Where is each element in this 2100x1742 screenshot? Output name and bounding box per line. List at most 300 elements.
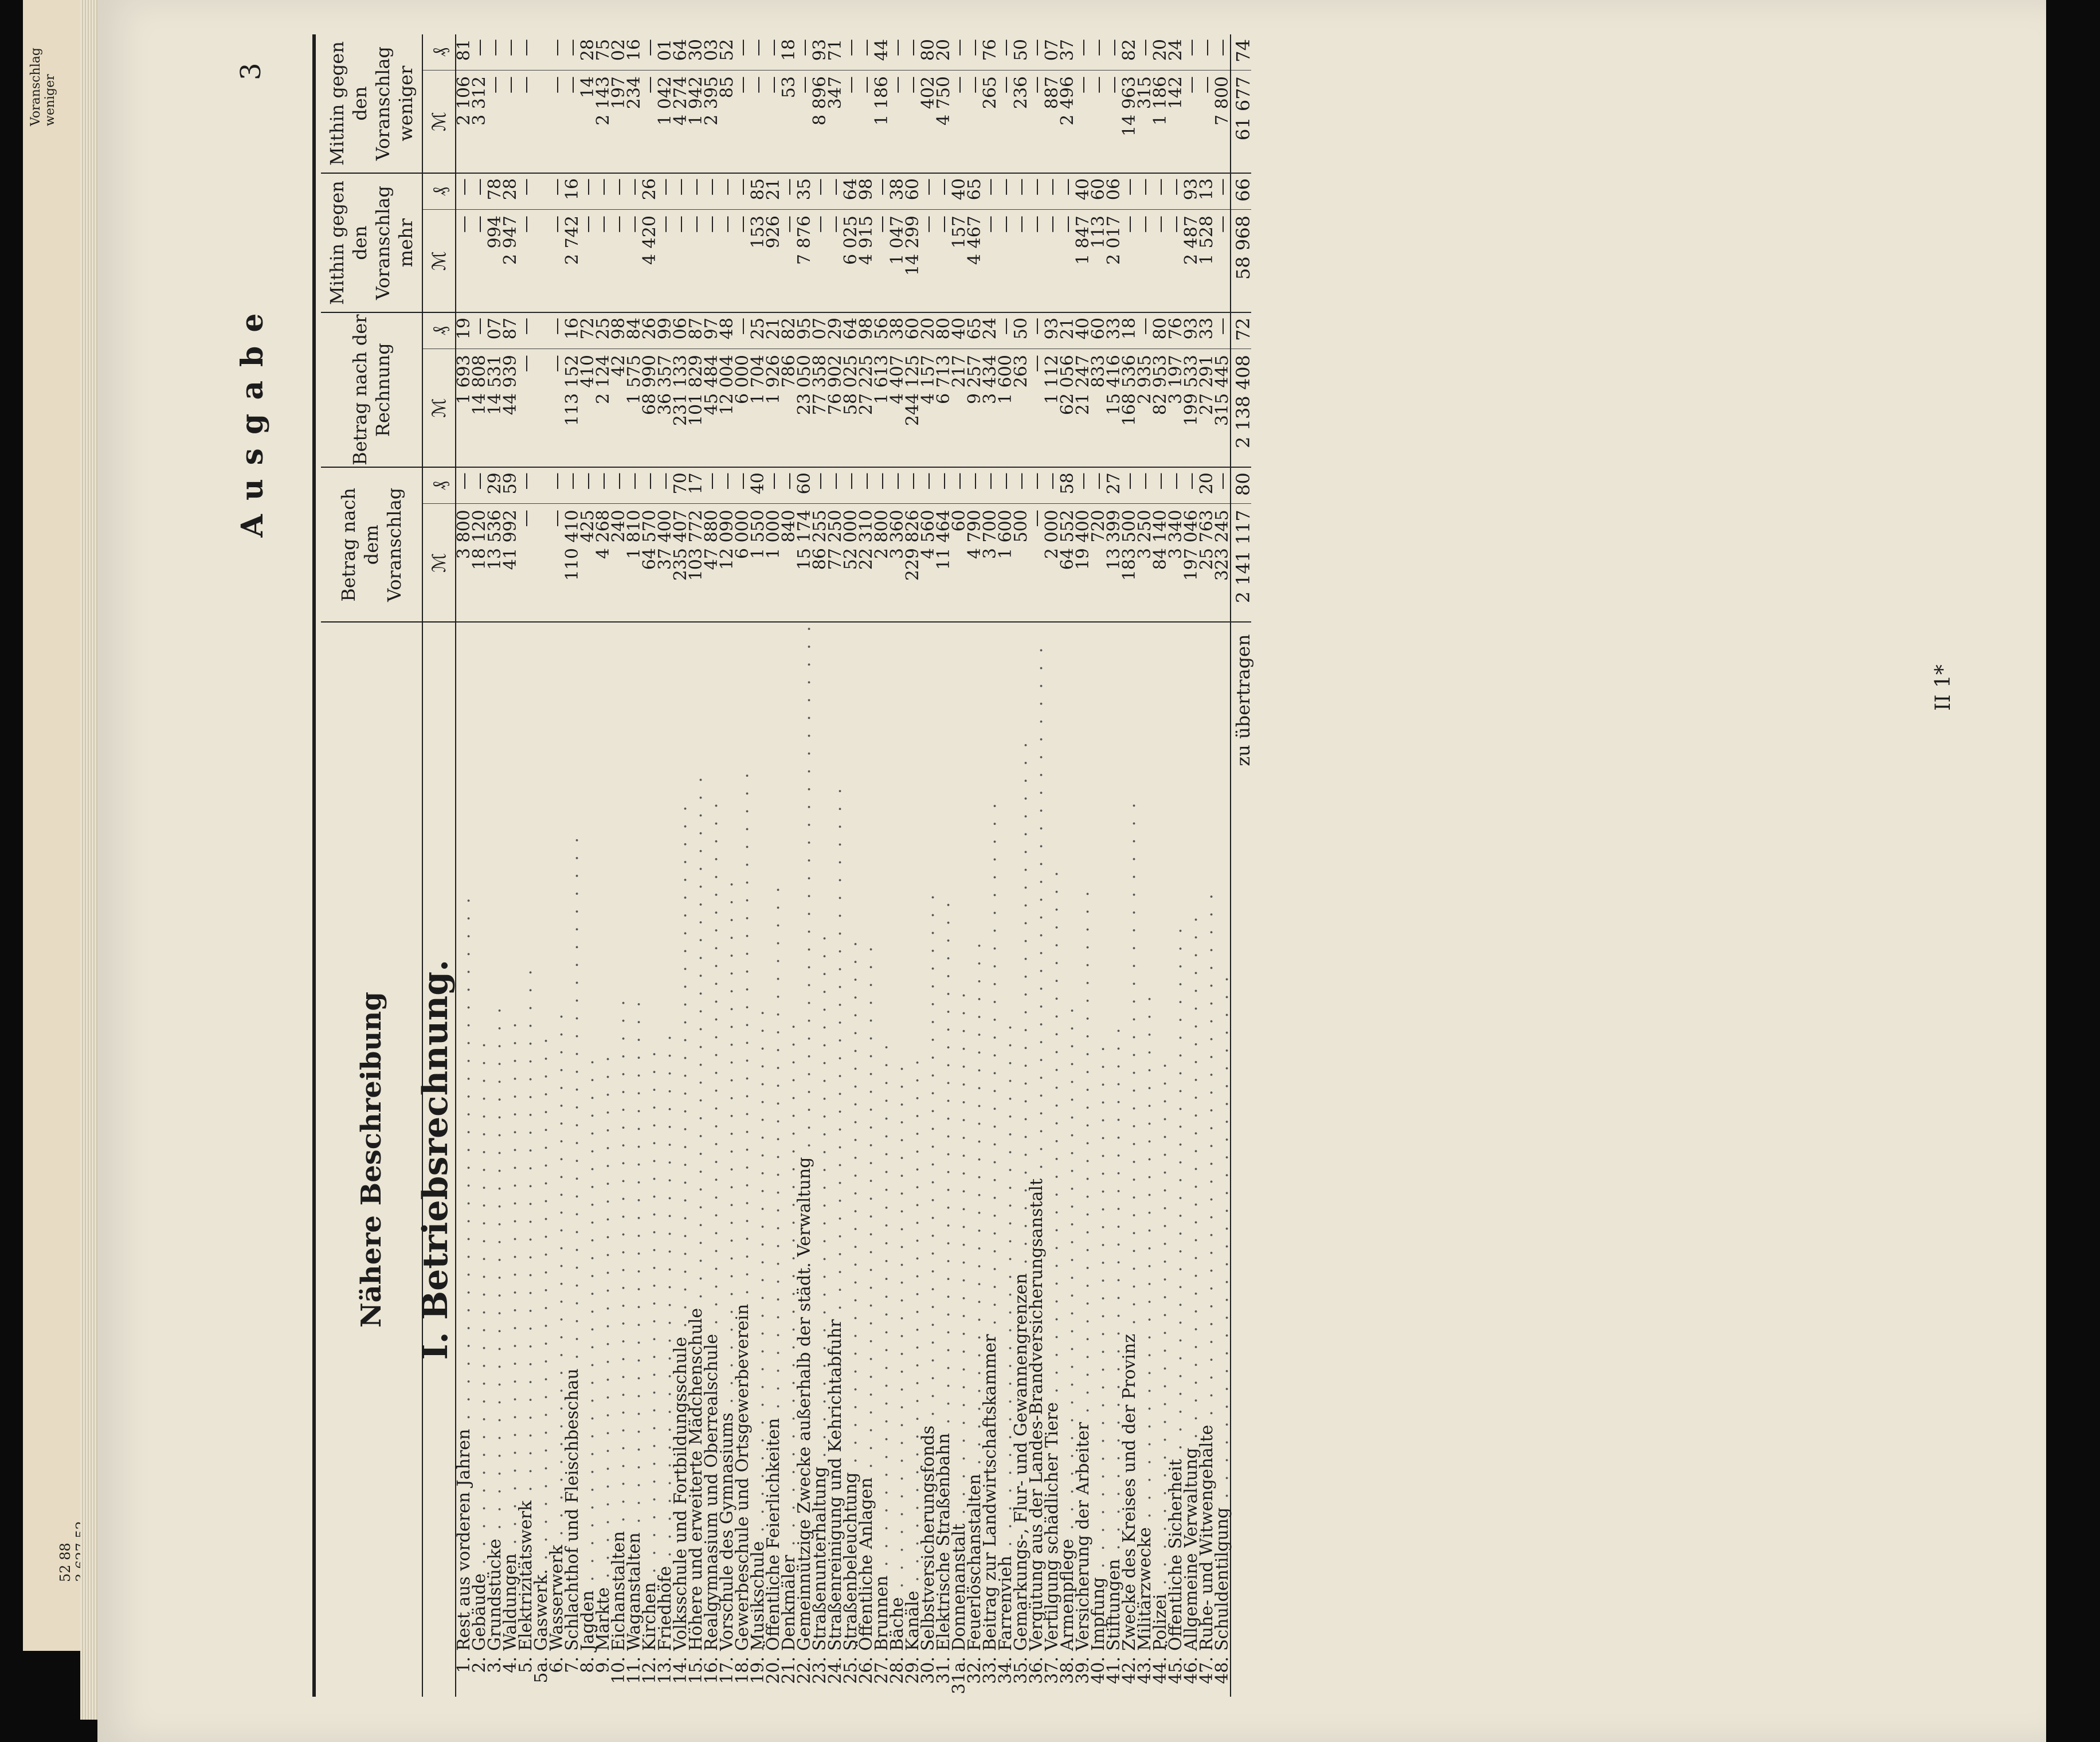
row-index: 38. — [1057, 1657, 1078, 1684]
row-rechnung-pf: 16 — [565, 312, 580, 349]
leader-dots: . . . . . . . . . . . . . . . . . . . . . . . . . . . . . . — [454, 894, 474, 1429]
row-voranschlag-pf: — — [735, 467, 750, 504]
row-rechnung-pf: 80 — [1153, 312, 1168, 349]
row-voranschlag-pf: — — [1214, 467, 1231, 504]
row-rechnung-pf: 80 — [936, 312, 951, 349]
row-weniger-pf: — — [905, 34, 920, 71]
row-voranschlag-mark: — — [549, 504, 565, 623]
leader-dots: . . . . . . . . . . . . . . . . . . . . . . . . . . . . . . — [763, 883, 783, 1418]
row-index: 47. — [1197, 1657, 1217, 1684]
row-description-text: Brunnen — [872, 1575, 892, 1651]
row-description-text: Waganstalten — [624, 1532, 644, 1651]
row-index: 34. — [996, 1657, 1016, 1684]
leader-dots: . . . . . . . . . . . . . . . . . . . . . . . . . . . . . . — [500, 1019, 520, 1554]
row-index: 5. — [516, 1657, 536, 1673]
row-voranschlag-pf: — — [905, 467, 920, 504]
row-mehr-pf: 60 — [905, 173, 920, 210]
row-rechnung-pf: 93 — [1044, 312, 1060, 349]
leader-dots: . . . . . . . . . . . . . . . . . . . . . . . . . . . . . . — [934, 898, 954, 1434]
row-voranschlag-mark: 11 464 — [936, 504, 951, 623]
row-rechnung-mark: 263 — [1013, 349, 1029, 468]
row-index: 36. — [1027, 1657, 1047, 1684]
col-mehr-header: Mithin gegen den Voranschlag mehr — [321, 173, 422, 312]
row-mehr-mark: — — [657, 210, 673, 313]
row-index: 37. — [1042, 1657, 1062, 1684]
row-voranschlag-pf: — — [1137, 467, 1153, 504]
row-voranschlag-mark: 47 880 — [704, 504, 719, 623]
row-rechnung-pf: 07 — [487, 312, 503, 349]
row-rechnung-pf: — — [1137, 312, 1153, 349]
total-row — [1231, 34, 1251, 1697]
leader-dots: . . . . . . . . . . . . . . . . . . . . . . . . . . . . . . — [1197, 890, 1217, 1425]
row-rechnung-pf: 50 — [1013, 312, 1029, 349]
row-voranschlag-mark: 3 340 — [1168, 504, 1184, 623]
row-rechnung-mark: 244 125 — [905, 349, 920, 468]
row-voranschlag-mark: 2 800 — [874, 504, 890, 623]
row-mehr-mark: 4 420 — [642, 210, 657, 313]
row-weniger-mark: 234 — [626, 71, 642, 174]
row-index: 43. — [1135, 1657, 1155, 1684]
row-weniger-mark: — — [1075, 71, 1091, 174]
row-weniger-pf: — — [565, 34, 580, 71]
row-weniger-mark: 1 186 — [1153, 71, 1168, 174]
table-row — [1214, 34, 1231, 1697]
row-voranschlag-mark: 500 — [1013, 504, 1029, 623]
row-mehr-pf: — — [874, 173, 890, 210]
row-rechnung-pf: 18 — [1122, 312, 1137, 349]
row-voranschlag-mark: 1 550 — [750, 504, 766, 623]
row-voranschlag-pf: — — [967, 467, 982, 504]
row-rechnung-pf: 64 — [843, 312, 859, 349]
row-description-text: Waldungen — [500, 1553, 520, 1651]
row-voranschlag-mark: — — [1029, 504, 1044, 623]
row-mehr-pf: — — [657, 173, 673, 210]
row-voranschlag-mark: 1 000 — [766, 504, 781, 623]
row-voranschlag-mark: 103 772 — [688, 504, 704, 623]
row-weniger-mark: — — [998, 71, 1013, 174]
row-mehr-pf: 06 — [1106, 173, 1122, 210]
row-weniger-mark: — — [859, 71, 874, 174]
row-rechnung-mark: 21 247 — [1075, 349, 1091, 468]
row-rechnung-pf: 19 — [456, 312, 472, 349]
row-weniger-pf: 03 — [704, 34, 719, 71]
page-number: 3 — [235, 62, 267, 80]
row-rechnung-pf: — — [735, 312, 750, 349]
row-weniger-pf: 02 — [611, 34, 626, 71]
row-rechnung-mark: 6 000 — [735, 349, 750, 468]
row-weniger-mark: 236 — [1013, 71, 1029, 174]
row-mehr-pf: — — [472, 173, 487, 210]
row-mehr-pf: 35 — [797, 173, 812, 210]
row-rechnung-pf: 99 — [657, 312, 673, 349]
unit-mark: ℳ — [422, 71, 456, 174]
row-mehr-pf: — — [456, 173, 472, 210]
row-description-text: Stiftungen — [1104, 1559, 1124, 1651]
row-voranschlag-mark: 840 — [781, 504, 797, 623]
row-mehr-mark: — — [920, 210, 936, 313]
row-index: 2. — [469, 1657, 489, 1673]
row-index: 44. — [1150, 1657, 1170, 1684]
row-mehr-mark: — — [611, 210, 626, 313]
row-weniger-pf: 64 — [673, 34, 688, 71]
row-mehr-mark: — — [719, 210, 735, 313]
row-description-text: Rest aus vorderen Jahren — [454, 1428, 474, 1651]
leader-dots: . . . . . . . . . . . . . . . . . . . . . . . . . . . . . . — [578, 1056, 598, 1591]
row-rechnung-mark: 2 935 — [1137, 349, 1153, 468]
row-mehr-pf: — — [611, 173, 626, 210]
row-weniger-pf: — — [1199, 34, 1214, 71]
row-description-text: Beitrag zur Landwirtschaftskammer — [980, 1334, 1000, 1651]
row-voranschlag-mark: 19 400 — [1075, 504, 1091, 623]
row-rechnung-mark: 101 829 — [688, 349, 704, 468]
row-voranschlag-mark: 25 763 — [1199, 504, 1214, 623]
row-rechnung-mark: 27 225 — [859, 349, 874, 468]
row-description-text: Eichanstalten — [609, 1531, 629, 1651]
row-weniger-pf: — — [549, 34, 565, 71]
row-weniger-mark: 3 312 — [472, 71, 487, 174]
row-rechnung-pf: 72 — [580, 312, 595, 349]
row-weniger-mark: — — [766, 71, 781, 174]
row-description-text: Donnenanstalt — [949, 1523, 969, 1651]
row-rechnung-mark: 14 531 — [487, 349, 503, 468]
row-voranschlag-mark: 229 826 — [905, 504, 920, 623]
leader-dots: . . . . . . . . . . . . . . . . . . . . . . . . . . . . . . — [547, 1010, 567, 1545]
row-voranschlag-mark: 2 000 — [1044, 504, 1060, 623]
row-voranschlag-pf: — — [781, 467, 797, 504]
row-mehr-mark: 2 017 — [1106, 210, 1122, 313]
row-weniger-mark: 2 395 — [704, 71, 719, 174]
leader-dots: . . . . . . . . . . . . . . . . . . . . . . . . . . . . . . — [1011, 739, 1031, 1274]
row-rechnung-mark: 62 056 — [1060, 349, 1075, 468]
leader-dots: . . . . . . . . . . . . . . . . . . . . . . . . . . . . . . — [1042, 867, 1062, 1403]
row-weniger-pf: — — [750, 34, 766, 71]
unit-mark: ℳ — [422, 349, 456, 468]
row-mehr-pf: — — [704, 173, 719, 210]
row-rechnung-mark: 410 — [580, 349, 595, 468]
row-rechnung-mark: — — [549, 349, 565, 468]
row-rechnung-pf: 56 — [874, 312, 890, 349]
row-weniger-pf: 71 — [828, 34, 843, 71]
row-voranschlag-pf: — — [920, 467, 936, 504]
row-rechnung-pf: 07 — [812, 312, 828, 349]
row-index: 9. — [593, 1657, 613, 1673]
row-index: 24. — [825, 1657, 845, 1684]
row-rechnung-pf: 48 — [719, 312, 735, 349]
row-weniger-mark: 14 — [580, 71, 595, 174]
row-voranschlag-mark: 22 310 — [859, 504, 874, 623]
row-rechnung-mark: 82 953 — [1153, 349, 1168, 468]
row-mehr-mark: 113 — [1091, 210, 1106, 313]
leader-dots: . . . . . . . . . . . . . . . . . . . . . . . . . . . . . . — [640, 1048, 660, 1583]
row-index: 39. — [1073, 1657, 1093, 1684]
row-voranschlag-pf: — — [611, 467, 626, 504]
row-weniger-pf: — — [735, 34, 750, 71]
row-weniger-mark: 347 — [828, 71, 843, 174]
section-title-row — [416, 622, 456, 1697]
row-rechnung-mark: 1 575 — [626, 349, 642, 468]
row-rechnung-mark: 1 704 — [750, 349, 766, 468]
row-mehr-mark: — — [1060, 210, 1075, 313]
row-voranschlag-pf: 20 — [1199, 467, 1214, 504]
row-weniger-pf: 18 — [781, 34, 797, 71]
total-rechnung-mark: 2 138 408 — [1231, 349, 1251, 468]
row-voranschlag-pf: 60 — [797, 467, 812, 504]
row-weniger-mark: 315 — [1137, 71, 1153, 174]
row-mehr-pf: — — [1153, 173, 1168, 210]
row-mehr-mark: 926 — [766, 210, 781, 313]
row-rechnung-pf: 60 — [905, 312, 920, 349]
row-voranschlag-mark: 3 360 — [890, 504, 905, 623]
row-voranschlag-pf: — — [595, 467, 611, 504]
row-description-text: Vergütung aus der Landes-Brandversicherungsanstalt — [1027, 1178, 1047, 1651]
row-mehr-pf: 98 — [859, 173, 874, 210]
row-description-text: Öffentliche Sicherheit — [1166, 1459, 1186, 1651]
row-weniger-mark: 2 106 — [456, 71, 472, 174]
row-weniger-mark: 14 963 — [1122, 71, 1137, 174]
leader-dots: . . . . . . . . . . . . . . . . . . . . . . . . . . . . . . — [779, 1020, 799, 1555]
row-rechnung-mark: 4 157 — [920, 349, 936, 468]
row-description-text: Militärzwecke — [1135, 1527, 1155, 1651]
row-rechnung-mark: 2 124 — [595, 349, 611, 468]
row-mehr-mark: — — [1044, 210, 1060, 313]
row-mehr-pf: — — [828, 173, 843, 210]
row-weniger-pf: 28 — [580, 34, 595, 71]
row-weniger-mark: — — [905, 71, 920, 174]
section-title: I. Betriebsrechnung. — [416, 959, 456, 1360]
book-page — [97, 0, 2046, 1742]
row-voranschlag-pf: — — [456, 467, 472, 504]
row-description-text: Wasserwerk — [547, 1545, 567, 1651]
row-weniger-mark: — — [1199, 71, 1214, 174]
row-mehr-mark: — — [518, 210, 534, 313]
row-mehr-mark: 7 876 — [797, 210, 812, 313]
row-mehr-mark: — — [456, 210, 472, 313]
total-index — [1231, 1651, 1251, 1697]
leader-dots: . . . . . . . . . . . . . . . . . . . . . . . . . . . . . . — [825, 785, 845, 1320]
row-weniger-pf: 50 — [1013, 34, 1029, 71]
total-weniger-mark: 61 677 — [1231, 71, 1251, 174]
row-index: 10. — [609, 1657, 629, 1684]
row-description-text: Feuerlöschanstalten — [965, 1474, 985, 1651]
row-rechnung-mark: 4 407 — [890, 349, 905, 468]
leader-dots: . . . . . . . . . . . . . . . . . . . . . . . . . . . . . . — [1212, 973, 1232, 1508]
row-mehr-pf: — — [920, 173, 936, 210]
row-voranschlag-pf: — — [642, 467, 657, 504]
row-mehr-pf: — — [998, 173, 1013, 210]
row-mehr-pf: 21 — [766, 173, 781, 210]
row-weniger-mark: — — [487, 71, 503, 174]
row-mehr-mark: 153 — [750, 210, 766, 313]
row-weniger-mark: — — [750, 71, 766, 174]
row-voranschlag-pf: — — [843, 467, 859, 504]
row-weniger-mark: — — [1106, 71, 1122, 174]
row-weniger-pf: — — [890, 34, 905, 71]
row-description-text: Jagden — [578, 1590, 598, 1651]
row-voranschlag-mark: 3 250 — [1137, 504, 1153, 623]
leader-dots: . . . . . . . . . . . . . . . . . . . . . . . . . . . . . . — [1073, 887, 1093, 1422]
row-mehr-pf: — — [982, 173, 998, 210]
row-index: 15. — [686, 1657, 706, 1684]
row-weniger-mark: — — [797, 71, 812, 174]
row-description-text: Vorschule des Gymnasiums — [717, 1412, 737, 1651]
row-description-text: Versicherung der Arbeiter — [1073, 1422, 1093, 1651]
row-rechnung-mark: — — [1029, 349, 1044, 468]
leader-dots: . . . . . . . . . . . . . . . . . . . . . . . . . . . . . . — [810, 932, 830, 1467]
ledger-table — [321, 34, 1254, 1697]
row-mehr-mark: — — [1029, 210, 1044, 313]
row-rechnung-pf: 97 — [704, 312, 719, 349]
row-rechnung-pf: 25 — [595, 312, 611, 349]
row-mehr-mark: 4 915 — [859, 210, 874, 313]
row-weniger-pf: — — [967, 34, 982, 71]
row-weniger-mark: — — [951, 71, 967, 174]
row-rechnung-mark: 1 600 — [998, 349, 1013, 468]
row-mehr-mark: — — [1168, 210, 1184, 313]
prev-page-value: 52 88 — [57, 1543, 73, 1582]
unit-pf: ₰ — [422, 173, 456, 210]
row-rechnung-mark: 45 484 — [704, 349, 719, 468]
prev-header-weniger: weniger — [43, 74, 57, 126]
row-rechnung-mark: 168 536 — [1122, 349, 1137, 468]
row-voranschlag-mark: 52 000 — [843, 504, 859, 623]
row-weniger-pf: 76 — [982, 34, 998, 71]
row-voranschlag-mark: 197 046 — [1184, 504, 1199, 623]
row-mehr-mark: 6 025 — [843, 210, 859, 313]
row-voranschlag-mark: 720 — [1091, 504, 1106, 623]
row-index: 31a. — [949, 1657, 969, 1694]
row-index: 41. — [1104, 1657, 1124, 1684]
row-rechnung-mark: 68 990 — [642, 349, 657, 468]
row-voranschlag-mark: 3 800 — [456, 504, 472, 623]
row-weniger-mark: — — [735, 71, 750, 174]
row-description-text: Elektrische Straßenbahn — [934, 1433, 954, 1651]
row-weniger-pf: — — [642, 34, 657, 71]
row-voranschlag-mark: 323 245 — [1214, 504, 1231, 623]
row-description-text: Höhere und erweiterte Mädchenschule — [686, 1308, 706, 1651]
row-mehr-pf: — — [626, 173, 642, 210]
row-description-text: Ruhe- und Witwengehalte — [1197, 1424, 1217, 1651]
row-index: 12. — [640, 1657, 660, 1684]
leader-dots: . . . . . . . . . . . . . . . . . . . . . . . . . . . . . . — [624, 998, 644, 1533]
row-mehr-pf: — — [595, 173, 611, 210]
row-mehr-pf: 26 — [642, 173, 657, 210]
row-voranschlag-mark: 6 000 — [735, 504, 750, 623]
total-voranschlag-pf: 80 — [1231, 467, 1251, 504]
row-weniger-mark: — — [967, 71, 982, 174]
row-voranschlag-mark: — — [518, 504, 534, 623]
leader-dots: . . . . . . . . . . . . . . . . . . . . . . . . . . . . . . — [980, 800, 1000, 1334]
row-rechnung-mark: 6 713 — [936, 349, 951, 468]
row-rechnung-pf: 65 — [967, 312, 982, 349]
row-weniger-mark: 1 042 — [657, 71, 673, 174]
row-mehr-mark: — — [626, 210, 642, 313]
row-voranschlag-mark: 77 250 — [828, 504, 843, 623]
row-voranschlag-mark: 425 — [580, 504, 595, 623]
leader-dots: . . . . . . . . . . . . . . . . . . . . . . . . . . . . . . — [1088, 1043, 1108, 1577]
row-index: 4. — [500, 1657, 520, 1673]
row-voranschlag-mark: 240 — [611, 504, 626, 623]
row-rechnung-mark: 199 533 — [1184, 349, 1199, 468]
row-rechnung-mark: 14 808 — [472, 349, 487, 468]
group-header-ausgabe: Ausgabe — [235, 299, 270, 538]
row-mehr-pf: 78 — [487, 173, 503, 210]
row-rechnung-pf: 60 — [1091, 312, 1106, 349]
row-index: 42. — [1119, 1657, 1139, 1684]
row-rechnung-mark: 1 693 — [456, 349, 472, 468]
col-rechnung-header: Betrag nach der Rechnung — [321, 312, 422, 467]
row-index: 27. — [872, 1657, 892, 1684]
row-description-text: Schlachthof und Fleischbeschau — [562, 1368, 582, 1651]
leader-dots: . . . . . . . . . . . . . . . . . . . . . . . . . . . . . . — [996, 1021, 1016, 1556]
row-rechnung-mark: 12 004 — [719, 349, 735, 468]
row-voranschlag-mark: 37 400 — [657, 504, 673, 623]
row-voranschlag-pf: — — [1168, 467, 1184, 504]
row-mehr-mark: — — [1137, 210, 1153, 313]
row-voranschlag-pf: — — [859, 467, 874, 504]
row-weniger-mark: 197 — [611, 71, 626, 174]
unit-mark: ℳ — [422, 210, 456, 313]
row-mehr-pf: — — [580, 173, 595, 210]
row-mehr-mark: 2 487 — [1184, 210, 1199, 313]
row-description-text: Vertilgung schädlicher Tiere — [1042, 1402, 1062, 1651]
row-weniger-pf: 80 — [920, 34, 936, 71]
row-weniger-pf: — — [951, 34, 967, 71]
row-mehr-pf: 85 — [750, 173, 766, 210]
row-weniger-mark: 4 274 — [673, 71, 688, 174]
row-voranschlag-pf: — — [812, 467, 828, 504]
row-mehr-pf: — — [1029, 173, 1044, 210]
row-weniger-pf: — — [1029, 34, 1044, 71]
row-description-text: Impfung — [1088, 1577, 1108, 1651]
row-mehr-pf: 60 — [1091, 173, 1106, 210]
row-description-text: Grundstücke — [485, 1539, 505, 1651]
row-voranschlag-mark: 1 810 — [626, 504, 642, 623]
row-weniger-mark: — — [1091, 71, 1106, 174]
row-weniger-mark: 7 800 — [1214, 71, 1231, 174]
row-mehr-mark: — — [998, 210, 1013, 313]
row-weniger-pf: 82 — [1122, 34, 1137, 71]
row-description-text: Gemarkungs-, Flur- und Gewannengrenzen — [1011, 1273, 1031, 1651]
row-voranschlag-mark: 60 — [951, 504, 967, 623]
row-mehr-mark: 994 — [487, 210, 503, 313]
row-rechnung-pf: 21 — [766, 312, 781, 349]
row-rechnung-pf: 21 — [1060, 312, 1075, 349]
leader-dots: . . . . . . . . . . . . . . . . . . . . . . . . . . . . . . — [1104, 1024, 1124, 1559]
row-rechnung-mark: 77 358 — [812, 349, 828, 468]
row-voranschlag-mark: 18 120 — [472, 504, 487, 623]
row-description-text: Gewerbeschule und Ortsgewerbeverein — [732, 1303, 753, 1651]
row-rechnung-mark: 231 133 — [673, 349, 688, 468]
row-voranschlag-pf: — — [565, 467, 580, 504]
row-mehr-mark: — — [828, 210, 843, 313]
row-voranschlag-pf: — — [874, 467, 890, 504]
row-rechnung-pf: 40 — [951, 312, 967, 349]
row-description-text: Bäche — [887, 1597, 907, 1651]
row-voranschlag-pf: 29 — [487, 467, 503, 504]
row-description-text: Straßenunterhaltung — [810, 1466, 830, 1651]
row-weniger-mark: 1 942 — [688, 71, 704, 174]
row-rechnung-mark: 786 — [781, 349, 797, 468]
row-rechnung-pf: 98 — [859, 312, 874, 349]
row-voranschlag-mark: 183 500 — [1122, 504, 1137, 623]
row-mehr-pf: — — [1044, 173, 1060, 210]
row-rechnung-mark: 3 197 — [1168, 349, 1184, 468]
row-description — [1214, 622, 1231, 1651]
row-rechnung-pf: 33 — [1106, 312, 1122, 349]
row-index: 18. — [732, 1657, 753, 1684]
row-rechnung-mark: 23 050 — [797, 349, 812, 468]
row-voranschlag-pf: — — [936, 467, 951, 504]
